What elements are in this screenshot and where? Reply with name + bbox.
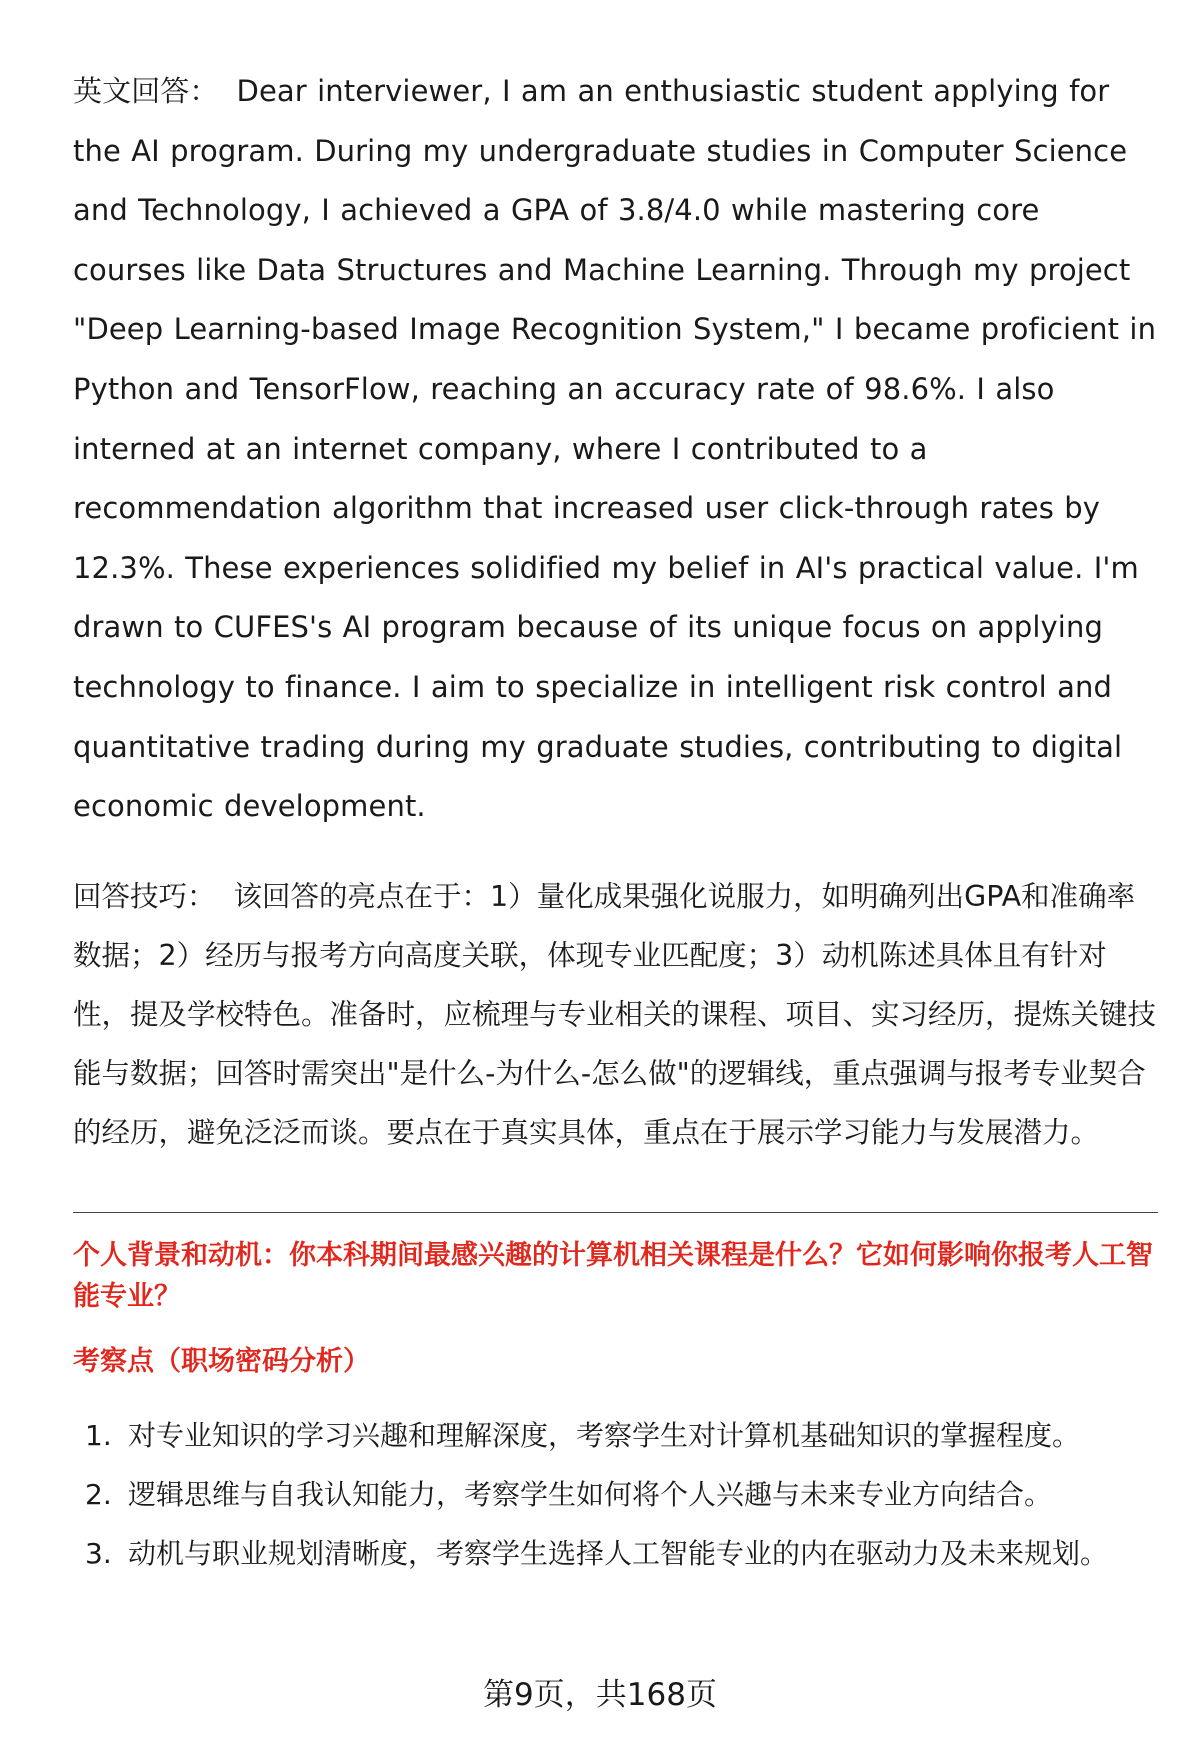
answer-tips-paragraph xyxy=(73,867,1158,1162)
english-answer-text: Dear interviewer, I am an enthusiastic student applying for the AI program. During my undergraduate studies in Computer Science and Technology, I achieved a GPA of 3.8/4.0 while mastering core courses like Data Structures and Machine Learning. Through my project "Deep Learning-based Image Recognition System," I became proficient in Python and TensorFlow, reaching an accuracy rate of 98.6%. I also interned at an internet company, where I contributed to a recommendation algorithm that increased user click-through rates by 12.3%. These experiences solidified my belief in AI's practical value. I'm drawn to CUFES's AI program because of its unique focus on applying technology to finance. I aim to specialize in intelligent risk control and quantitative trading during my graduate studies, contributing to digital economic development. xyxy=(73,74,1157,824)
list-item-text: 动机与职业规划清晰度，考察学生选择人工智能专业的内在驱动力及未来规划。 xyxy=(128,1536,1109,1570)
list-item xyxy=(73,1406,1158,1465)
assessment-list xyxy=(73,1406,1158,1583)
list-item xyxy=(73,1465,1158,1524)
list-item-number: 3. xyxy=(85,1536,112,1570)
list-item-number: 1. xyxy=(85,1418,112,1452)
answer-tips-label: 回答技巧： xyxy=(73,879,216,913)
assessment-heading: 考察点（职场密码分析） xyxy=(73,1345,370,1377)
section-divider xyxy=(73,1212,1158,1213)
question-title: 个人背景和动机：你本科期间最感兴趣的计算机相关课程是什么？它如何影响你报考人工智能专业？ xyxy=(73,1239,1153,1312)
answer-tips-text: 该回答的亮点在于：1）量化成果强化说服力，如明确列出GPA和准确率数据；2）经历与报考方向高度关联，体现专业匹配度；3）动机陈述具体且有针对性，提及学校特色。准备时，应梳理与专业相关的课程、项目、实习经历，提炼关键技能与数据；回答时需突出"是什么-为什么-怎么做"的逻辑线，重点强调与报考专业契合的经历，避免泛泛而谈。要点在于真实具体，重点在于展示学习能力与发展潜力。 xyxy=(73,879,1157,1149)
page-number: 第9页，共168页 xyxy=(483,1677,717,1713)
list-item-text: 逻辑思维与自我认知能力，考察学生如何将个人兴趣与未来专业方向结合。 xyxy=(128,1477,1053,1511)
list-item-text: 对专业知识的学习兴趣和理解深度，考察学生对计算机基础知识的掌握程度。 xyxy=(128,1418,1081,1452)
list-item xyxy=(73,1524,1158,1583)
list-item-number: 2. xyxy=(85,1477,112,1511)
document-page xyxy=(73,62,1158,1583)
english-answer-paragraph xyxy=(73,62,1158,837)
english-answer-label: 英文回答： xyxy=(73,74,219,108)
